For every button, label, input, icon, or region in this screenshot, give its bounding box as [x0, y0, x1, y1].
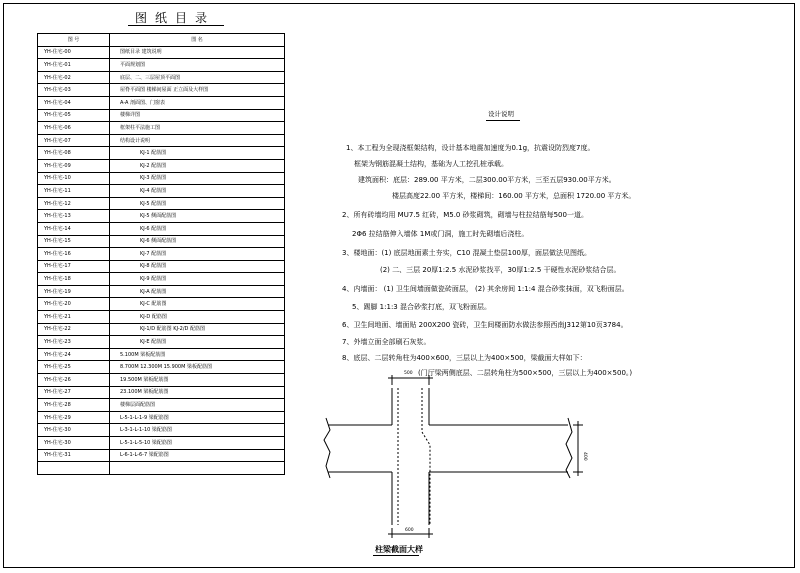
drawing-name-cell: 楼梯层面配筋图: [110, 399, 285, 412]
header-drawing-number: 图 号: [38, 34, 110, 47]
drawing-name-cell: 19.500M 梁板配筋图: [110, 374, 285, 387]
drawing-name-cell: KJ-4 配筋图: [110, 185, 285, 198]
note-line-8: (2) 二、三层 20厚1:2.5 水泥砂浆找平，30厚1:2.5 干硬性水泥砂浆结合层。: [380, 266, 621, 274]
note-line-11: 6、卫生间地面、墙面贴 200X200 瓷砖，卫生间楼面防水做法参照西南J312第10页3784。: [342, 321, 628, 329]
drawing-number-cell: YH-住宅-23: [38, 336, 110, 349]
drawing-name-cell: KJ-7 配筋图: [110, 248, 285, 261]
drawing-number-cell: YH-住宅-07: [38, 134, 110, 147]
note-line-9: 4、内墙面： (1) 卫生间墙面做瓷砖面层， (2) 其余房间 1:1:4 混合砂浆抹面，双飞粉面层。: [342, 285, 629, 293]
section-title-underline: [373, 555, 419, 556]
drawing-number-cell: YH-住宅-30: [38, 424, 110, 437]
drawing-name-cell: KJ-9 配筋图: [110, 273, 285, 286]
break-line-left: [324, 418, 330, 478]
drawing-number-cell: YH-住宅-12: [38, 197, 110, 210]
section-title: 柱梁截面大样: [375, 545, 423, 554]
drawing-name-cell: 结构设计说明: [110, 134, 285, 147]
drawing-name-cell: KJ-8 配筋图: [110, 260, 285, 273]
drawing-number-cell: YH-住宅-29: [38, 411, 110, 424]
drawing-name-cell: KJ-A 配筋图: [110, 285, 285, 298]
note-line-6: 2Φ6 拉结筋伸入墙体 1M或门洞，施工时先砌墙后浇柱。: [352, 230, 529, 238]
drawing-name-cell: KJ-5 侧面配筋图: [110, 210, 285, 223]
drawing-name-cell: 底层、二、三层屋顶平面图: [110, 71, 285, 84]
drawing-number-cell: YH-住宅-28: [38, 399, 110, 412]
note-line-3: 建筑面积：底层：289.00 平方米，二层300.00平方米，三至五层930.00平方米。: [358, 176, 616, 184]
drawing-number-cell: YH-住宅-20: [38, 298, 110, 311]
drawing-number-cell: YH-住宅-19: [38, 285, 110, 298]
drawing-number-cell: YH-住宅-18: [38, 273, 110, 286]
header-drawing-name: 图 名: [110, 34, 285, 47]
drawing-number-cell: YH-住宅-27: [38, 386, 110, 399]
drawing-name-cell: A-A 剖面图、门窗表: [110, 96, 285, 109]
note-line-2: 框架为钢筋混凝土结构，基础为人工挖孔桩承载。: [354, 160, 508, 168]
note-line-5: 2、所有砖墙均用 MU7.5 红砖，M5.0 砂浆砌筑，砌墙与柱拉结筋每500一道。: [342, 211, 588, 219]
drawing-name-cell: 8.700M 12.300M 15.900M 梁板配筋图: [110, 361, 285, 374]
drawing-number-cell: YH-住宅-11: [38, 185, 110, 198]
note-line-10: 5、踢脚 1:1:3 混合砂浆打底，双飞粉面层。: [352, 303, 491, 311]
drawing-name-cell: KJ-C 配筋图: [110, 298, 285, 311]
drawing-name-cell: KJ-6 配筋图: [110, 222, 285, 235]
drawing-number-cell: YH-住宅-26: [38, 374, 110, 387]
drawing-number-cell: YH-住宅-31: [38, 449, 110, 462]
directory-title: 图纸目录: [135, 11, 216, 25]
drawing-number-cell: YH-住宅-30: [38, 437, 110, 450]
drawing-number-cell: YH-住宅-02: [38, 71, 110, 84]
drawing-name-cell: KJ-D 配筋图: [110, 311, 285, 324]
drawing-number-cell: YH-住宅-22: [38, 323, 110, 336]
drawing-number-cell: YH-住宅-05: [38, 109, 110, 122]
break-line-right: [566, 418, 572, 478]
drawing-number-cell: YH-住宅-14: [38, 222, 110, 235]
drawing-number-cell: YH-住宅-24: [38, 348, 110, 361]
notes-title: 设计说明: [488, 110, 514, 118]
drawing-number-cell: YH-住宅-21: [38, 311, 110, 324]
drawing-name-cell: L-5-1-L-1-9 梁配筋图: [110, 411, 285, 424]
drawing-name-cell: KJ-E 配筋图: [110, 336, 285, 349]
drawing-number-cell: YH-住宅-08: [38, 147, 110, 160]
drawing-number-cell: YH-住宅-06: [38, 122, 110, 135]
drawing-name-cell: KJ-1 配筋图: [110, 147, 285, 160]
drawing-name-cell: KJ-6 侧面配筋图: [110, 235, 285, 248]
note-line-12: 7、外墙立面全部刷石灰浆。: [342, 338, 431, 346]
drawing-name-cell: 5.100M 梁板配筋图: [110, 348, 285, 361]
note-line-1: 1、本工程为全现浇框架结构，设计基本地震加速度为0.1g，抗震设防烈度7度。: [346, 144, 595, 152]
dim-top-label: 500: [404, 371, 413, 376]
note-line-7: 3、楼地面：(1) 底层地面素土夯实，C10 混凝土垫层100厚，面层做法见图纸。: [342, 249, 591, 257]
dim-bottom-label: 600: [405, 528, 414, 533]
drawing-name-cell: L-6-1-L-6-7 梁配筋图: [110, 449, 285, 462]
dim-right-label: 400: [582, 452, 587, 461]
note-line-14: (门厅梁两侧底层、二层转角柱为500×500，三层以上为400×500。): [418, 369, 633, 377]
drawing-number-cell: YH-住宅-13: [38, 210, 110, 223]
drawing-number-cell: YH-住宅-25: [38, 361, 110, 374]
drawing-number-cell: YH-住宅-16: [38, 248, 110, 261]
drawing-number-cell: YH-住宅-09: [38, 159, 110, 172]
drawing-name-cell: KJ-1/D 配筋图 KJ-2/D 配筋图: [110, 323, 285, 336]
note-line-13: 8、底层、二层转角柱为400×600，三层以上为400×500，梁截面大样如下：: [342, 354, 587, 362]
drawing-number-cell: YH-住宅-03: [38, 84, 110, 97]
drawing-name-cell: 23.100M 梁板配筋图: [110, 386, 285, 399]
drawing-name-cell: 楼梯详图: [110, 109, 285, 122]
drawing-number-cell: YH-住宅-15: [38, 235, 110, 248]
drawing-number-cell: YH-住宅-04: [38, 96, 110, 109]
drawing-number-cell: YH-住宅-17: [38, 260, 110, 273]
drawing-name-cell: KJ-2 配筋图: [110, 159, 285, 172]
note-line-4: 楼层高度22.00 平方米，楼梯间：160.00 平方米，总面积 1720.00 平方米。: [392, 192, 636, 200]
drawing-number-cell: YH-住宅-10: [38, 172, 110, 185]
drawing-number-cell: YH-住宅-01: [38, 59, 110, 72]
drawing-name-cell: KJ-5 配筋图: [110, 197, 285, 210]
drawing-name-cell: 屋脊平面图 楼梯间屋面 正立面及大样图: [110, 84, 285, 97]
drawing-name-cell: 平面规划图: [110, 59, 285, 72]
drawing-name-cell: L-5-1-L-5-10 梁配筋图: [110, 437, 285, 450]
drawing-name-cell: 框架柱平法施工图: [110, 122, 285, 135]
drawing-number-cell: YH-住宅-00: [38, 46, 110, 59]
drawing-name-cell: 图纸目录 建筑说明: [110, 46, 285, 59]
drawing-name-cell: KJ-3 配筋图: [110, 172, 285, 185]
drawing-name-cell: L-3-1-L-1-10 梁配筋图: [110, 424, 285, 437]
